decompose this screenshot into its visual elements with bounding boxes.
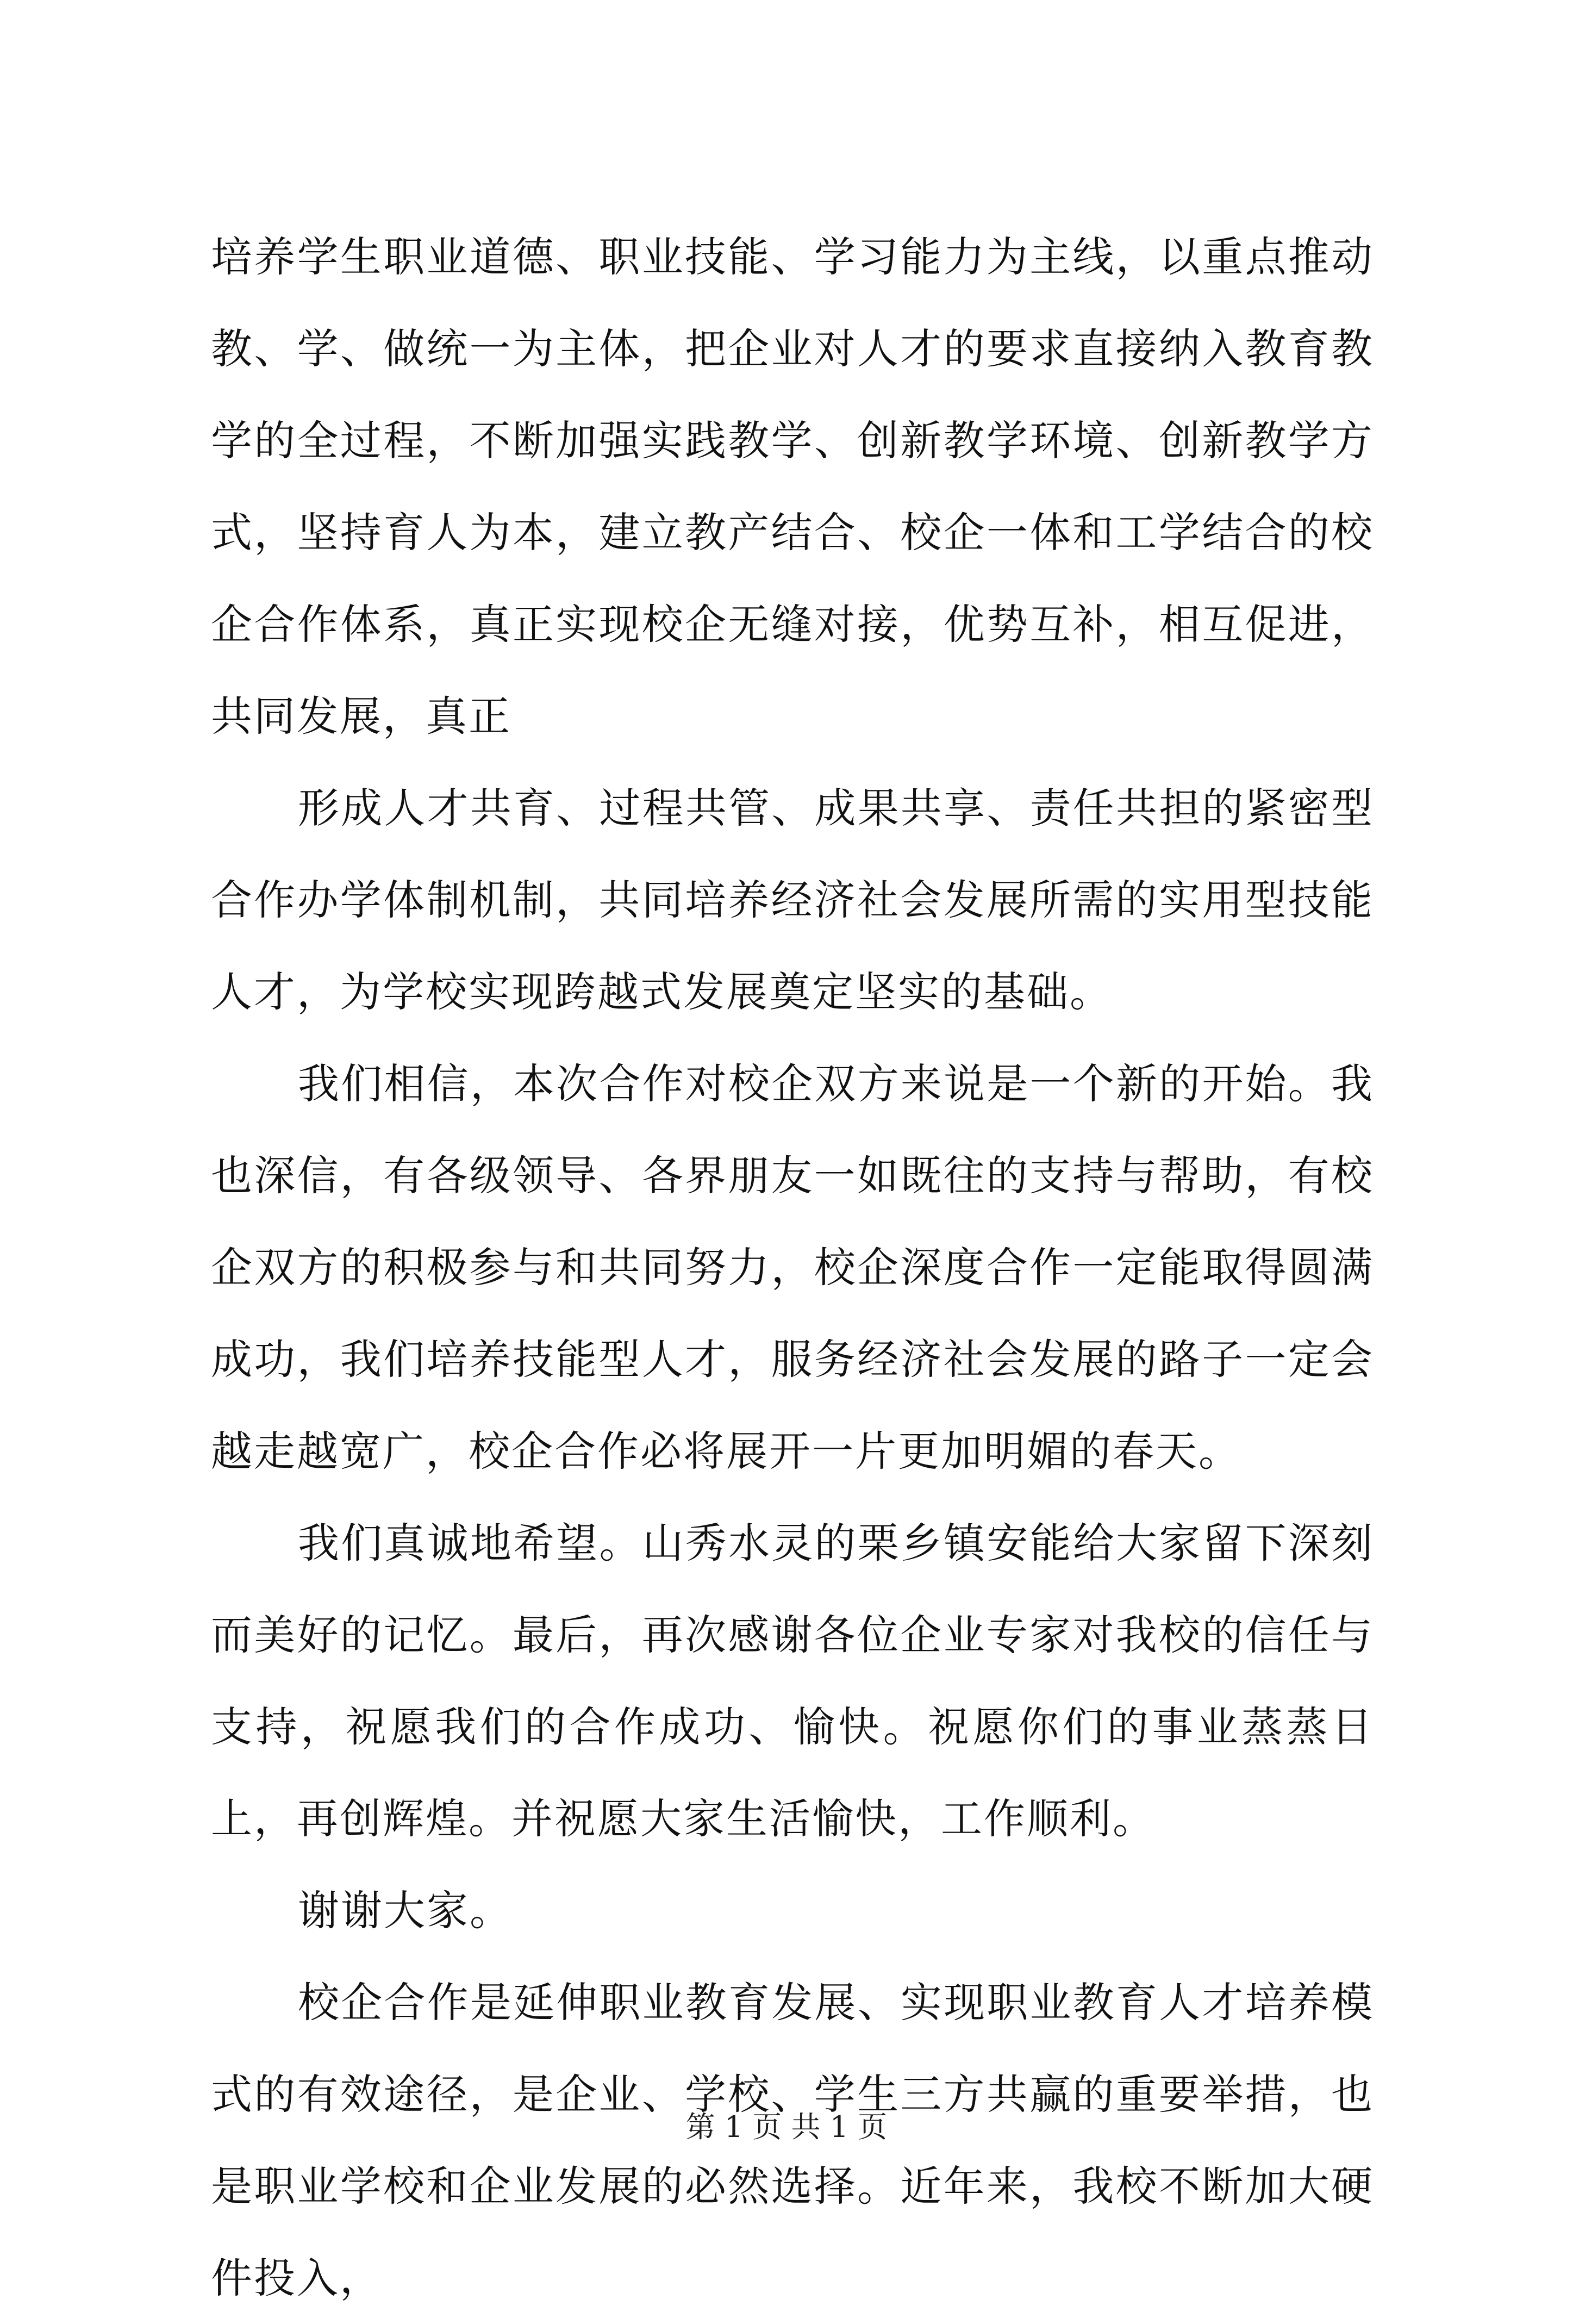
paragraph-4: 我们真诚地希望。山秀水灵的栗乡镇安能给大家留下深刻而美好的记忆。最后，再次感谢各位企业专家对我校的信任与支持，祝愿我们的合作成功、愉快。祝愿你们的事业蒸蒸日上，再创辉煌。并祝愿大家生活愉快，工作顺利。 [211,1519,1374,1843]
page-number-label: 第 1 页 共 1 页 [685,2110,888,2144]
paragraph-5: 谢谢大家。 [298,1886,513,1935]
paragraph-2: 形成人才共育、过程共管、成果共享、责任共担的紧密型合作办学体制机制，共同培养经济社会发展所需的实用型技能人才，为学校实现跨越式发展奠定坚实的基础。 [211,784,1374,1016]
page-footer [0,2108,1573,2146]
paragraph-6: 校企合作是延伸职业教育发展、实现职业教育人才培养模式的有效途径，是企业、学校、学生三方共赢的重要举措，也是职业学校和企业发展的必然选择。近年来，我校不断加大硬件投入， [211,1978,1374,2302]
paragraph-3: 我们相信，本次合作对校企双方来说是一个新的开始。我也深信，有各级领导、各界朋友一如既往的支持与帮助，有校企双方的积极参与和共同努力，校企深度合作一定能取得圆满成功，我们培养技能型人才，服务经济社会发展的路子一定会越走越宽广，校企合作必将展开一片更加明媚的春天。 [211,1060,1374,1475]
document-body [211,211,1374,2324]
paragraph-1: 培养学生职业道德、职业技能、学习能力为主线，以重点推动教、学、做统一为主体，把企业对人才的要求直接纳入教育教学的全过程，不断加强实践教学、创新教学环境、创新教学方式，坚持育人为本，建立教产结合、校企一体和工学结合的校企合作体系，真正实现校企无缝对接，优势互补，相互促进，共同发展，真正 [211,233,1374,740]
